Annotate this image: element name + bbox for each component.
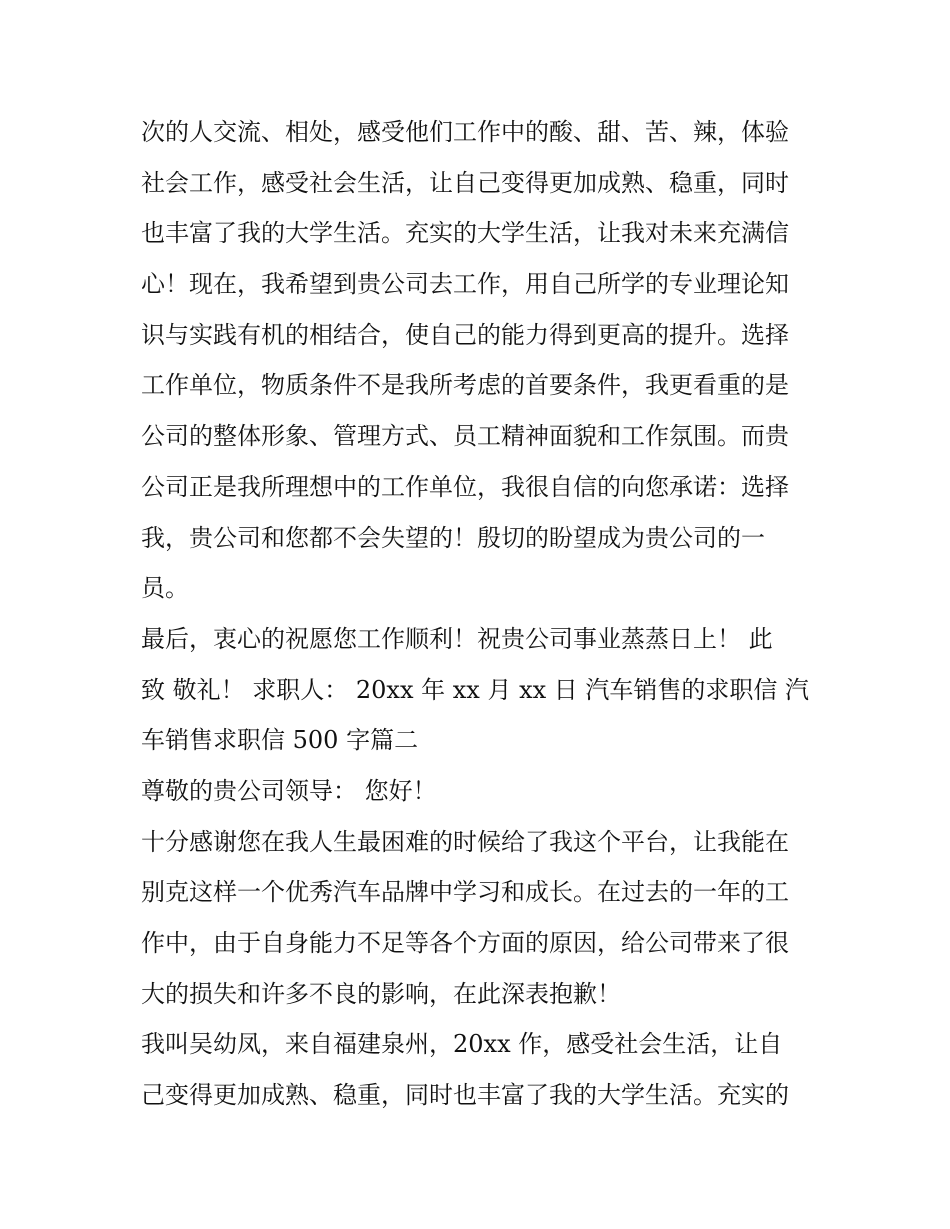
text-line: 公司正是我所理想中的工作单位，我很自信的向您承诺：选择 [141, 472, 789, 501]
text-line: 工作单位，物质条件不是我所考虑的首要条件，我更看重的是 [141, 371, 789, 400]
text-line: 别克这样一个优秀汽车品牌中学习和成长。在过去的一年的工 [141, 878, 789, 907]
text-line: 我，贵公司和您都不会失望的！殷切的盼望成为贵公司的一 [141, 523, 765, 552]
text-line: 我叫吴幼凤，来自福建泉州，20xx 作，感受社会生活，让自 [141, 1030, 783, 1059]
text-line: 十分感谢您在我人生最困难的时候给了我这个平台，让我能在 [141, 827, 789, 856]
text-line: 员。 [141, 574, 189, 603]
text-line: 车销售求职信 500 字篇二 [141, 726, 419, 755]
text-line: 也丰富了我的大学生活。充实的大学生活，让我对未来充满信 [141, 219, 789, 248]
text-line: 社会工作，感受社会生活，让自己变得更加成熟、稳重，同时 [141, 168, 789, 197]
text-line: 最后，衷心的祝愿您工作顺利！祝贵公司事业蒸蒸日上！ 此 [141, 624, 773, 653]
text-line: 尊敬的贵公司领导： 您好！ [141, 776, 437, 805]
text-line: 大的损失和许多不良的影响，在此深表抱歉！ [141, 979, 621, 1008]
text-line: 致 敬礼！ 求职人： 20xx 年 xx 月 xx 日 汽车销售的求职信 汽 [141, 675, 810, 704]
text-line: 己变得更加成熟、稳重，同时也丰富了我的大学生活。充实的 [141, 1081, 789, 1110]
text-line: 心！现在，我希望到贵公司去工作，用自己所学的专业理论知 [141, 270, 789, 299]
document-body [141, 107, 821, 1121]
text-line: 作中，由于自身能力不足等各个方面的原因，给公司带来了很 [141, 929, 789, 957]
text-line: 识与实践有机的相结合，使自己的能力得到更高的提升。选择 [141, 320, 789, 349]
text-line: 次的人交流、相处，感受他们工作中的酸、甜、苦、辣，体验 [141, 118, 789, 146]
text-line: 公司的整体形象、管理方式、员工精神面貌和工作氛围。而贵 [141, 422, 789, 451]
